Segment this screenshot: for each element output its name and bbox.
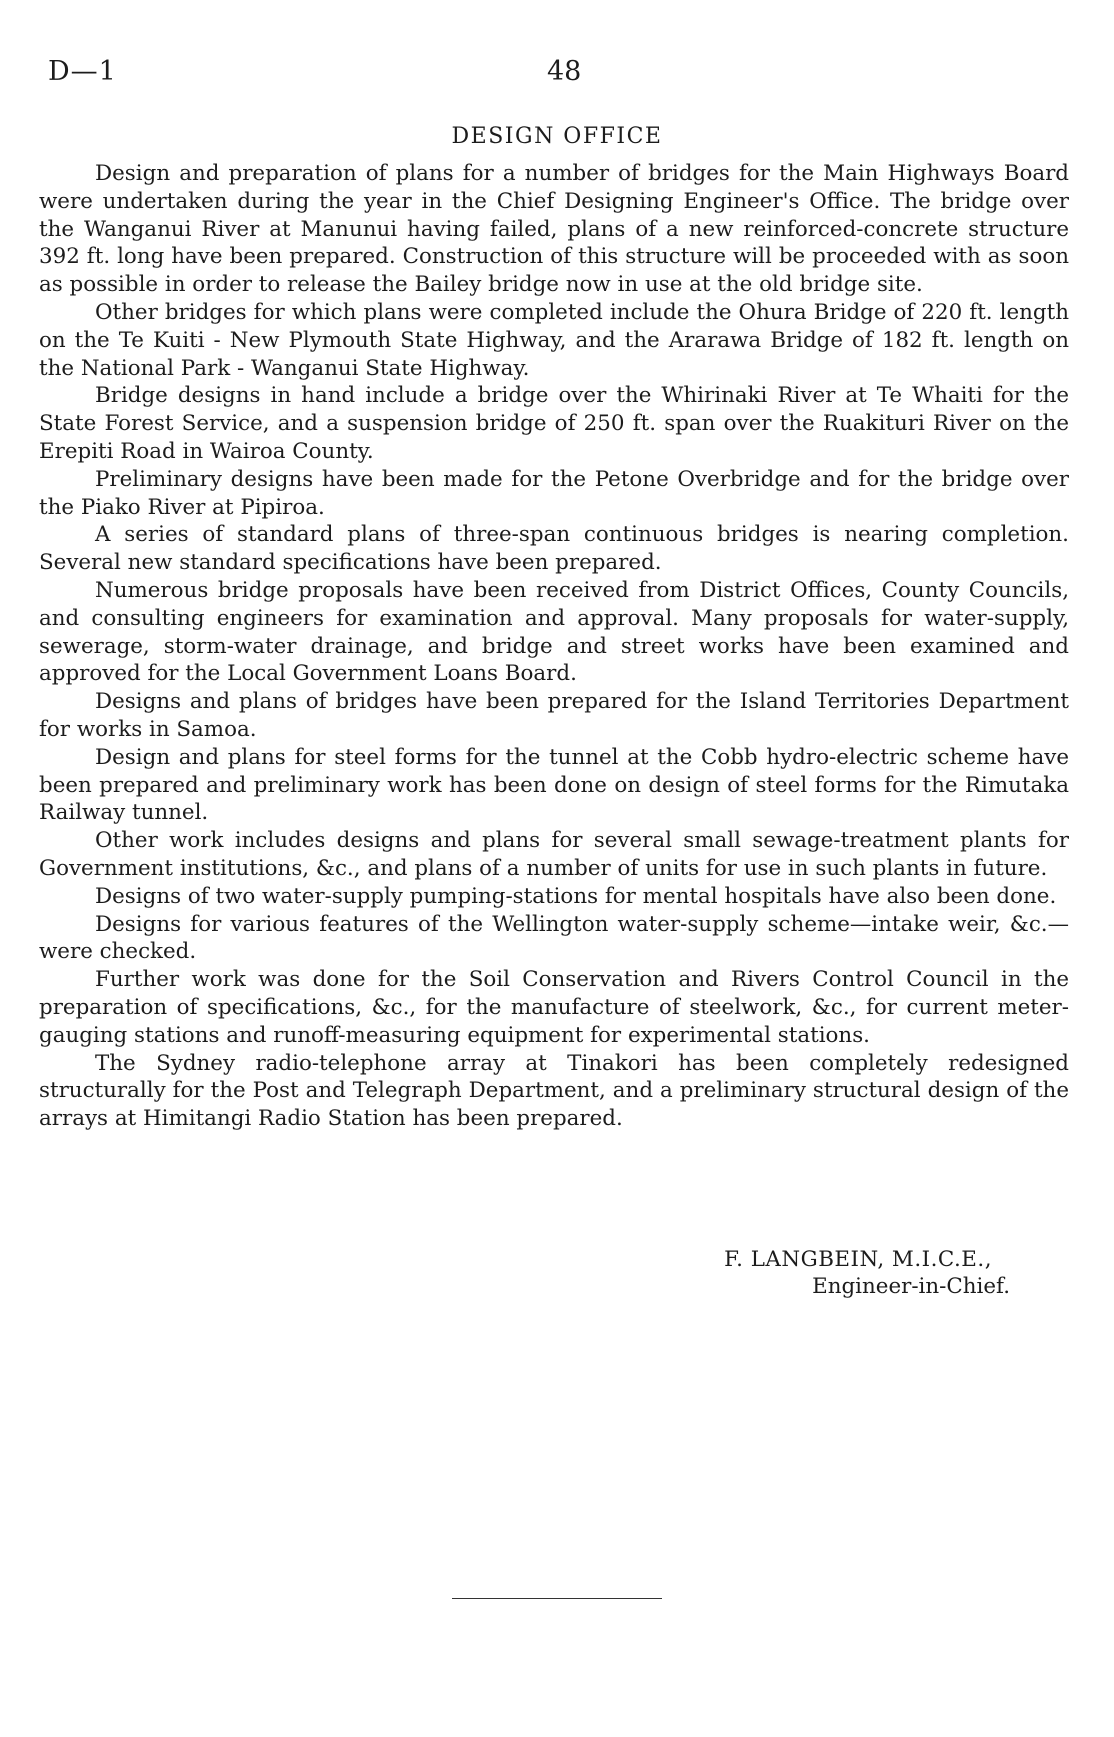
paragraph-radio-telephone-array: The Sydney radio-telephone array at Tinakori has been completely redesigned structurally for the Post and Telegraph Department, and a preliminary structural design of the arrays at Himitangi Radio Station has been prepared.	[39, 1050, 1069, 1132]
paragraph-design-preparation: Design and preparation of plans for a number of bridges for the Main Highways Board were undertaken during the year in the Chief Designing Engineer's Office. The bridge over the Wanganui River at Manunui having failed, plans of a new reinforced-concrete structure 392 ft. long have been prepared. Construction of this structure will be proceeded with as soon as possible in order to release the Bailey bridge now in use at the old bridge site.	[39, 161, 1069, 298]
signature-name: F. LANGBEIN, M.I.C.E.,	[724, 1247, 992, 1272]
paragraph-steel-forms: Design and plans for steel forms for the tunnel at the Cobb hydro-electric scheme have been prepared and preliminary work has been done on design of steel forms for the Rimutaka Railway tunnel.	[39, 744, 1069, 826]
footer-divider	[452, 1598, 662, 1599]
page-number: 48	[547, 56, 582, 87]
section-heading: DESIGN OFFICE	[451, 124, 663, 149]
paragraph-sewage-treatment: Other work includes designs and plans for several small sewage-treatment plants for Government institutions, &c., and plans of a number of units for use in such plants in future.	[39, 828, 1069, 881]
paragraph-bridge-proposals: Numerous bridge proposals have been received from District Offices, County Councils, and consulting engineers for examination and approval. Many proposals for water-supply, sewerage, storm-water drainage, and bridge and street works have been examined and approved for the Local Government Loans Board.	[39, 577, 1069, 687]
paragraph-bridge-designs-in-hand: Bridge designs in hand include a bridge over the Whirinaki River at Te Whaiti for the State Forest Service, and a suspension bridge of 250 ft. span over the Ruakituri River on the Erepiti Road in Wairoa County.	[39, 383, 1069, 464]
paragraph-preliminary-designs: Preliminary designs have been made for the Petone Overbridge and for the bridge over the Piako River at Pipiroa.	[39, 466, 1069, 520]
paragraph-pumping-stations: Designs of two water-supply pumping-stations for mental hospitals have also been done.	[95, 883, 1057, 909]
signature-title: Engineer-in-Chief.	[812, 1274, 1010, 1299]
paragraph-wellington-water-supply: Designs for various features of the Wellington water-supply scheme—intake weir, &c.—were checked.	[39, 911, 1069, 965]
paragraph-standard-plans: A series of standard plans of three-span continuous bridges is nearing completion. Several new standard specifications have been prepared.	[39, 522, 1069, 576]
paragraph-samoa-works: Designs and plans of bridges have been prepared for the Island Territories Department for works in Samoa.	[39, 689, 1069, 742]
paragraph-other-bridges: Other bridges for which plans were completed include the Ohura Bridge of 220 ft. length on the Te Kuiti - New Plymouth State Highway, and the Ararawa Bridge of 182 ft. length on the National Park - Wanganui State Highway.	[39, 299, 1069, 381]
page-reference: D—1	[48, 56, 117, 87]
paragraph-soil-conservation: Further work was done for the Soil Conservation and Rivers Control Council in the preparation of specifications, &c., for the manufacture of steelwork, &c., for current meter-gauging stations and runoff-measuring equipment for experimental stations.	[39, 967, 1069, 1048]
body-text	[39, 160, 1069, 1133]
